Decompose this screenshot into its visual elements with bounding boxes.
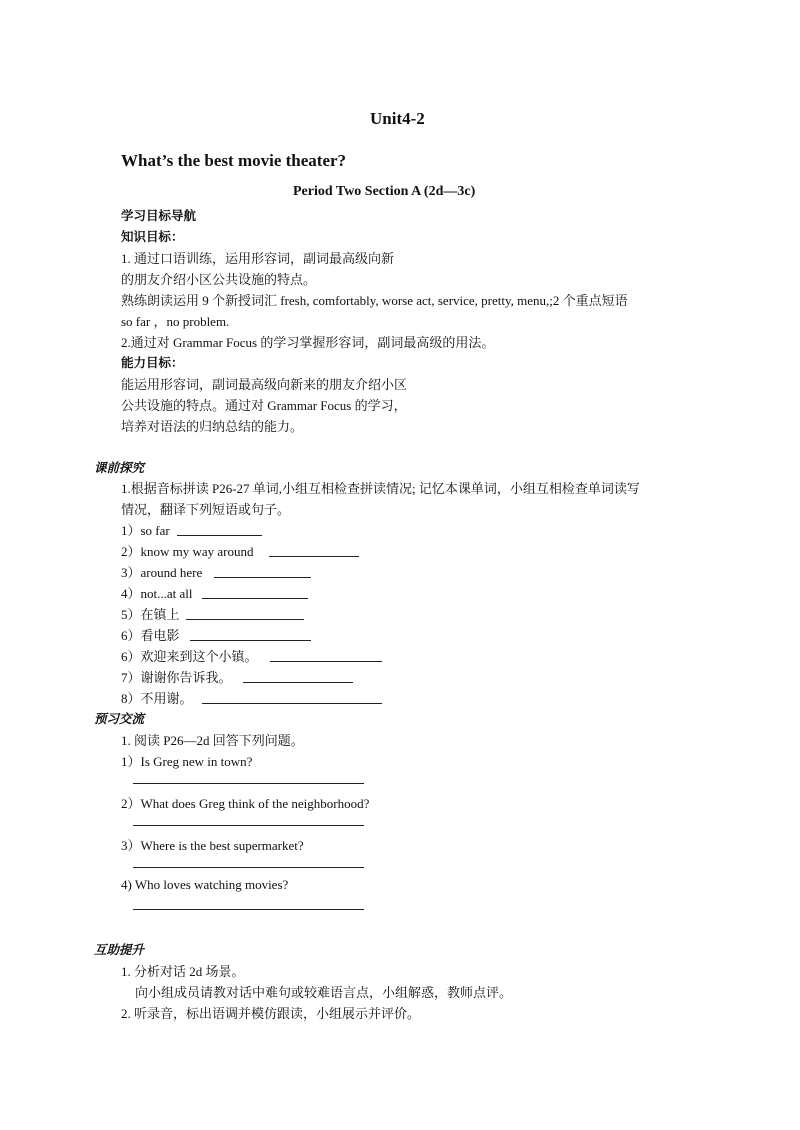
preview-item: 7）谢谢你告诉我。 [121,670,232,685]
preview-item: 4）not...at all [121,586,193,601]
goals-heading: 学习目标导航 [121,208,197,223]
answer-blank[interactable] [270,661,382,662]
lesson-title: What’s the best movie theater? [121,151,347,170]
knowledge-line: 2.通过对 Grammar Focus 的学习掌握形容词，副词最高级的用法。 [121,335,495,350]
ability-heading: 能力目标： [121,355,184,370]
exchange-heading: 预习交流 [94,711,145,726]
preview-intro: 情况，翻译下列短语或句子。 [121,502,291,517]
question: 4) Who loves watching movies? [121,877,289,892]
knowledge-line: so far ，no problem. [121,314,230,329]
answer-blank[interactable] [186,619,304,620]
improve-line: 2. 听录音，标出语调并模仿跟读，小组展示并评价。 [121,1006,421,1021]
knowledge-line: 1. 通过口语训练，运用形容词，副词最高级向新 [121,251,395,266]
knowledge-line: 熟练朗读运用 9 个新授词汇 fresh, comfortably, worse act, service, pretty, menu,;2 个重点短语 [121,293,628,308]
preview-item: 1）so far [121,523,170,538]
exchange-intro: 1. 阅读 P26—2d 回答下列问题。 [121,733,304,748]
preview-item: 3）around here [121,565,203,580]
knowledge-line: 的朋友介绍小区公共设施的特点。 [121,272,317,287]
answer-blank[interactable] [202,703,382,704]
answer-blank[interactable] [214,577,311,578]
unit-title: Unit4-2 [370,109,425,128]
ability-line: 培养对语法的归纳总结的能力。 [121,419,304,434]
answer-line[interactable] [133,909,364,910]
answer-blank[interactable] [190,640,311,641]
preview-heading: 课前探究 [94,460,145,475]
knowledge-heading: 知识目标： [121,229,184,244]
improve-line: 1. 分析对话 2d 场景。 [121,964,245,979]
preview-item: 5）在镇上 [121,607,180,622]
ability-line: 能运用形容词，副词最高级向新来的朋友介绍小区 [121,377,408,392]
preview-item: 2）know my way around [121,544,254,559]
preview-item: 6）看电影 [121,628,180,643]
answer-line[interactable] [133,825,364,826]
preview-intro: 1.根据音标拼读 P26-27 单词,小组互相检查拼读情况; 记忆本课单词，小组互相检查单词读写 [121,481,640,496]
question: 2）What does Greg think of the neighborhood? [121,796,370,811]
answer-line[interactable] [133,867,364,868]
question: 1）Is Greg new in town? [121,754,253,769]
ability-line: 公共设施的特点。通过对 Grammar Focus 的学习， [121,398,407,413]
answer-blank[interactable] [177,535,262,536]
period-heading: Period Two Section A (2d—3c) [293,184,476,199]
answer-blank[interactable] [202,598,308,599]
question: 3）Where is the best supermarket? [121,838,304,853]
preview-item: 6）欢迎来到这个小镇。 [121,649,258,664]
improve-heading: 互助提升 [94,942,145,957]
answer-blank[interactable] [269,556,359,557]
answer-blank[interactable] [243,682,353,683]
answer-line[interactable] [133,783,364,784]
improve-line: 向小组成员请教对话中难句或较难语言点，小组解惑，教师点评。 [135,985,513,1000]
preview-item: 8）不用谢。 [121,691,193,706]
